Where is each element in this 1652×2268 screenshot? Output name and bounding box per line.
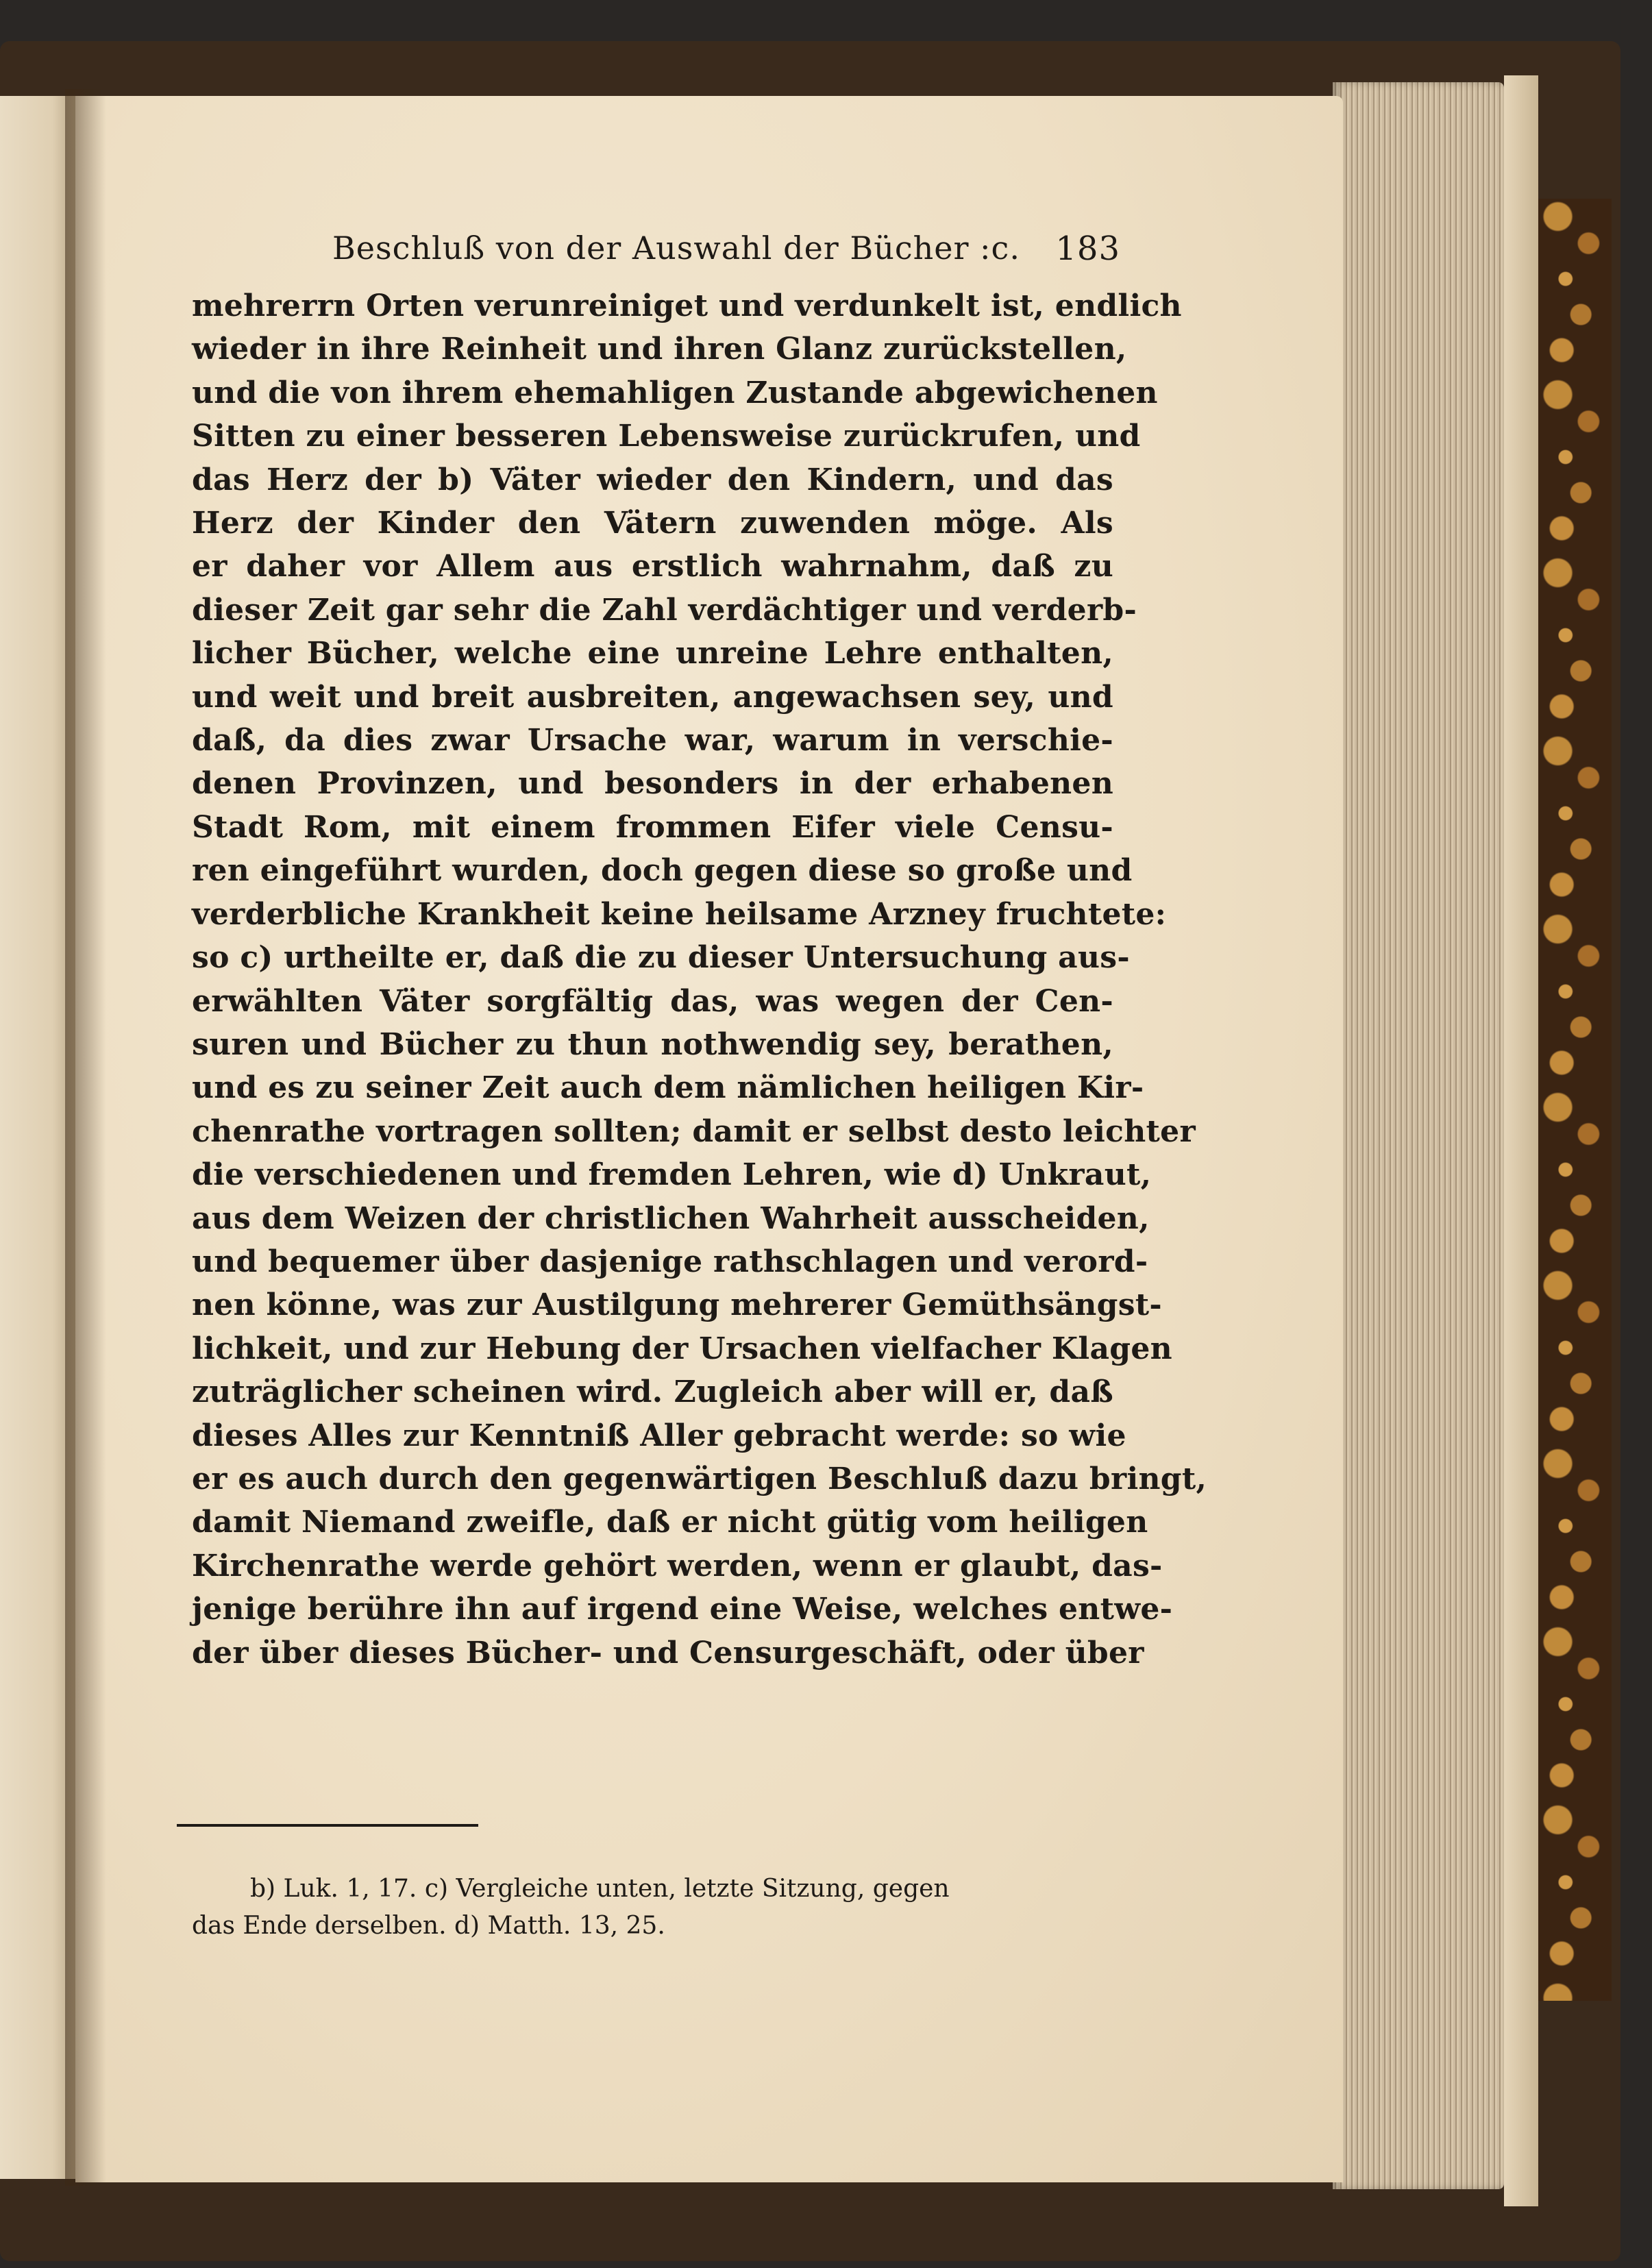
text-line: damit Niemand zweifle, daß er nicht gütig vom heiligen (192, 1505, 1148, 1540)
text-line: Herz der Kinder den Vätern zuwenden möge. Als (192, 506, 1113, 541)
text-line: zuträglicher scheinen wird. Zugleich aber will er, daß (192, 1375, 1113, 1410)
text-line: Stadt Rom, mit einem frommen Eifer viele Censu- (192, 809, 1113, 845)
board-edge (1504, 75, 1538, 2206)
text-block (192, 230, 1207, 1675)
text-line: der über dieses Bücher- und Censurgeschäft, oder über (192, 1635, 1144, 1671)
text-line: er es auch durch den gegenwärtigen Beschluß dazu bringt, (192, 1461, 1207, 1496)
page-number: 183 (1055, 230, 1120, 268)
text-line: Sitten zu einer besseren Lebensweise zurückrufen, und (192, 419, 1141, 454)
text-line: wieder in ihre Reinheit und ihren Glanz zurückstellen, (192, 332, 1127, 367)
marbled-board (1535, 199, 1612, 2001)
text-line: jenige berühre ihn auf irgend eine Weise, welches entwe- (192, 1592, 1173, 1627)
body-text (192, 284, 1207, 1675)
text-line: die verschiedenen und fremden Lehren, wie d) Unkraut, (192, 1157, 1152, 1193)
text-line: Kirchenrathe werde gehört werden, wenn er glaubt, das- (192, 1548, 1163, 1583)
text-line: er daher vor Allem aus erstlich wahrnahm, daß zu (192, 549, 1113, 584)
text-line: suren und Bücher zu thun nothwendig sey, berathen, (192, 1026, 1113, 1062)
text-line: denen Provinzen, und besonders in der erhabenen (192, 766, 1113, 802)
text-line: lichkeit, und zur Hebung der Ursachen vielfacher Klagen (192, 1331, 1172, 1366)
text-line: und weit und breit ausbreiten, angewachsen sey, und (192, 679, 1113, 715)
text-line: aus dem Weizen der christlichen Wahrheit ausscheiden, (192, 1200, 1150, 1236)
text-line: daß, da dies zwar Ursache war, warum in verschie- (192, 723, 1113, 759)
page-edges (1333, 82, 1504, 2189)
text-line: und bequemer über dasjenige rathschlagen und verord- (192, 1244, 1148, 1279)
running-head (192, 230, 1120, 284)
running-head-title: Beschluß von der Auswahl der Bücher :c. (332, 230, 1020, 267)
text-line: so c) urtheilte er, daß die zu dieser Untersuchung aus- (192, 940, 1130, 976)
footnote-rule (177, 1824, 478, 1827)
left-page (0, 96, 75, 2179)
text-line: und es zu seiner Zeit auch dem nämlichen heiligen Kir- (192, 1070, 1144, 1106)
text-line: chenrathe vortragen sollten; damit er selbst desto leichter (192, 1113, 1196, 1149)
text-line: erwählten Väter sorgfältig das, was wegen der Cen- (192, 983, 1113, 1019)
text-line: nen könne, was zur Austilgung mehrerer Gemüthsängst- (192, 1287, 1162, 1323)
footnote-line: das Ende derselben. d) Matth. 13, 25. (192, 1912, 665, 1940)
text-line: licher Bücher, welche eine unreine Lehre enthalten, (192, 636, 1113, 671)
text-line: und die von ihrem ehemahligen Zustande abgewichenen (192, 375, 1158, 410)
text-line: dieses Alles zur Kenntniß Aller gebracht werde: so wie (192, 1418, 1126, 1453)
text-line: ren eingeführt wurden, doch gegen diese so große und (192, 853, 1133, 889)
text-line: mehrerrn Orten verunreiniget und verdunkelt ist, endlich (192, 288, 1182, 323)
text-line: das Herz der b) Väter wieder den Kindern, und das (192, 462, 1113, 497)
footnote-line: b) Luk. 1, 17. c) Vergleiche unten, letzte Sitzung, gegen (250, 1875, 950, 1903)
footnotes (192, 1871, 1096, 1945)
gutter-shadow (65, 89, 106, 2186)
text-line: dieser Zeit gar sehr die Zahl verdächtiger und verderb- (192, 592, 1137, 628)
text-line: verderbliche Krankheit keine heilsame Arzney fruchtete: (192, 896, 1167, 932)
